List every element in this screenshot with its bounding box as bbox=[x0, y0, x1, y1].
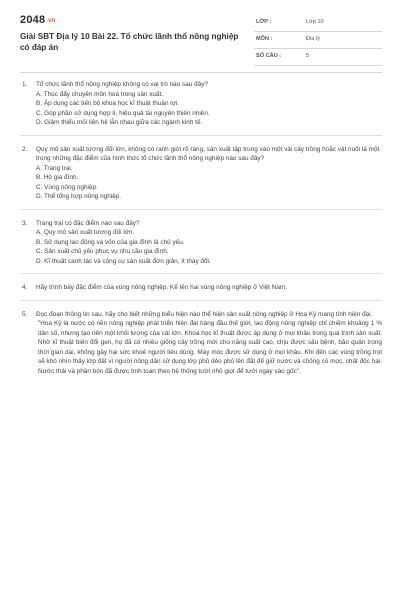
question-divider bbox=[20, 273, 382, 274]
option-c: C. Sản xuất chủ yếu phục vụ nhu cầu gia đình. bbox=[36, 248, 169, 255]
meta-value: Lớp 10 bbox=[306, 19, 324, 25]
question-3 bbox=[20, 219, 382, 267]
option-d: D. Giảm thiểu mối liên hệ lẫn nhau giữa các ngành kinh tế. bbox=[36, 119, 203, 126]
option-a: A. Trang trại. bbox=[36, 164, 73, 172]
question-text: Hãy trình bày đặc điểm của vùng nông nghiệp. Kể tên hai vùng nông nghiệp ở Việt Nam. bbox=[36, 284, 287, 291]
option-a: A. Thúc đẩy chuyên môn hoá trong sản xuất. bbox=[36, 90, 164, 98]
document-header bbox=[20, 14, 382, 66]
question-5 bbox=[20, 310, 382, 377]
option-b: B. Áp dụng các tiến bộ khoa học kĩ thuật thuận lợi. bbox=[36, 100, 180, 107]
question-2 bbox=[20, 145, 382, 202]
question-1 bbox=[20, 80, 382, 128]
question-divider bbox=[20, 135, 382, 136]
question-text: Quy mô sản xuất tương đối lớn, không có ranh giới rõ ràng, sản xuất tập trung vào một vài cây trồng hoặc vật nuôi là một trong những đặc điểm của hình thức tổ chức lãnh thổ nông nghiệp nào sau đây? bbox=[36, 145, 380, 162]
question-number: 1. bbox=[22, 81, 28, 88]
question-4 bbox=[20, 283, 382, 293]
question-list bbox=[20, 80, 382, 376]
meta-row-subject bbox=[254, 32, 382, 49]
logo-text: 2048 bbox=[20, 14, 46, 26]
question-text: Tổ chức lãnh thổ nông nghiệp không có vai trò nào sau đây? bbox=[36, 81, 208, 88]
meta-label: SỐ CÂU : bbox=[256, 53, 282, 59]
question-number: 5. bbox=[22, 310, 28, 318]
option-a: A. Quy mô sản xuất tương đối lớn. bbox=[36, 229, 135, 236]
option-b: B. Sử dụng lao động và vốn của gia đình là chủ yếu. bbox=[36, 238, 185, 246]
meta-table bbox=[254, 15, 382, 66]
header-divider bbox=[20, 72, 382, 73]
option-d: D. Thể tổng hợp nông nghiệp. bbox=[36, 193, 122, 200]
meta-value: Địa lý bbox=[306, 36, 320, 42]
page-title: Giải SBT Địa lý 10 Bài 22. Tổ chức lãnh thổ nông nghiệp có đáp án bbox=[20, 32, 239, 52]
option-b: B. Hộ gia đình. bbox=[36, 174, 79, 181]
site-logo[interactable] bbox=[20, 14, 56, 26]
question-text: Trang trại có đặc điểm nào sau đây? bbox=[36, 219, 140, 227]
option-c: C. Góp phần sử dụng hợp lí, hiệu quả tài nguyên thiên nhiên. bbox=[36, 109, 210, 117]
question-divider bbox=[20, 300, 382, 301]
meta-row-count bbox=[254, 49, 382, 66]
option-c: C. Vùng nông nghiệp. bbox=[36, 183, 98, 191]
meta-label: LỚP : bbox=[256, 19, 272, 25]
meta-label: MÔN : bbox=[256, 36, 273, 42]
question-number: 3. bbox=[22, 219, 28, 227]
question-text: Đọc đoạn thông tin sau, hãy cho biết những biểu hiện nào thể hiện sản xuất nông nghiệp ở Hoa Kỳ mang tính hiện đại. bbox=[36, 310, 373, 318]
meta-value: 5 bbox=[306, 53, 310, 59]
logo-tld: .vn bbox=[46, 18, 56, 24]
reading-passage: "Hoa Kỳ là nước có nền nông nghiệp phát triển hiện đại hàng đầu thế giới, lao động nông nghiệp chỉ chiếm khoảng 1 % dân số, nhưng tạo nên một khối lượng của cải lớn. Khoa học kĩ thuật được áp dụng ở mọi khâu trong quá trình sản xuất. Nhờ kĩ thuật biến đổi gen, họ đã có nhiều giống cây trồng mới cho năng suất cao, chịu được sâu bệnh, bảo quản trong thời gian dài, không gây hại sức khoẻ người tiêu dùng. Máy móc được sử dụng ở mọi khâu. Khi đến các vùng trồng trọt sẽ khó nhìn thấy lớp đất vì người nông dân sử dụng lớp phủ dẻo phủ lên đất để giữ nước và chống cỏ mọc, chất độc hại. Nước thải và phân bón đã được tính toán theo hệ thống tưới nhỏ giọt để tưới ngay vào gốc". bbox=[38, 320, 382, 375]
question-divider bbox=[20, 209, 382, 210]
question-number: 2. bbox=[22, 145, 28, 153]
meta-row-class bbox=[254, 15, 382, 32]
option-d: D. Kĩ thuật canh tác và công cụ sản xuất đơn giản, ít thay đổi. bbox=[36, 257, 211, 265]
question-number: 4. bbox=[22, 284, 28, 291]
